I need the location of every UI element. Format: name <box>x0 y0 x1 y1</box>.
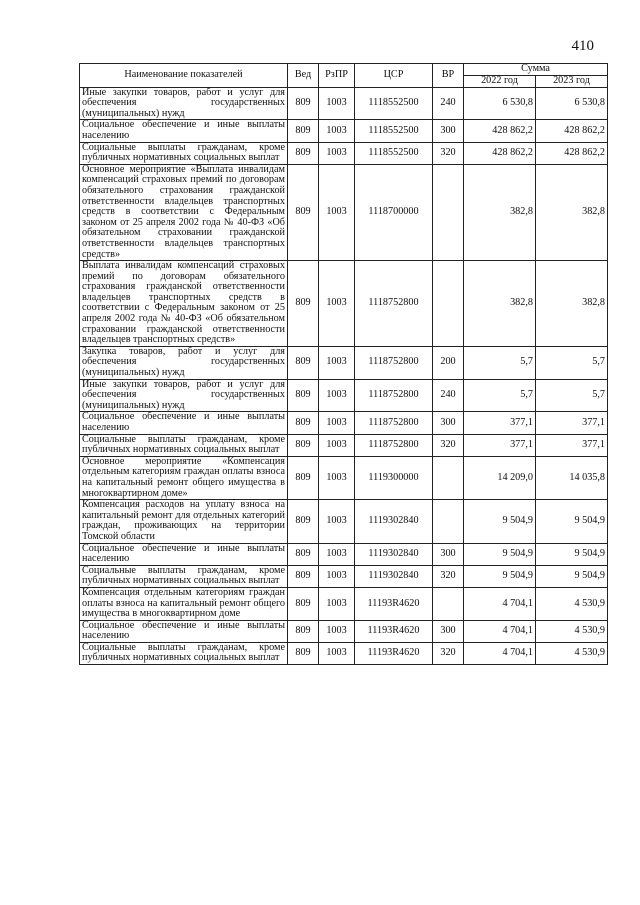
table-row <box>80 87 608 120</box>
cell-csr: 11193R4620 <box>355 620 433 642</box>
cell-name: Социальное обеспечение и иные выплаты населению <box>80 543 288 565</box>
cell-vr: 320 <box>433 642 464 664</box>
cell-csr: 1118752800 <box>355 261 433 347</box>
header-rzpr: РзПР <box>319 64 355 88</box>
cell-rzpr: 1003 <box>319 565 355 587</box>
cell-vr: 300 <box>433 120 464 142</box>
cell-name: Иные закупки товаров, работ и услуг для обеспечения государственных (муниципальных) нужд <box>80 87 288 120</box>
header-2022: 2022 год <box>464 75 536 87</box>
cell-name: Компенсация отдельным категориям граждан оплаты взноса на капитальный ремонт общего имущества в многоквартирном доме <box>80 587 288 620</box>
cell-ved: 809 <box>288 346 319 379</box>
cell-rzpr: 1003 <box>319 346 355 379</box>
cell-vr <box>433 164 464 260</box>
cell-ved: 809 <box>288 500 319 543</box>
table-row <box>80 379 608 412</box>
cell-name: Основное мероприятие «Выплата инвалидам компенсаций страховых премий по договорам обязательного страхования гражданской ответственности владельцев транспортных средств в соответствии с Федеральным законом от 25 апреля 2002 года № 40-ФЗ «Об обязательном страховании гражданской ответственности владельцев транспортных средств» <box>80 164 288 260</box>
table-row <box>80 543 608 565</box>
cell-ved: 809 <box>288 620 319 642</box>
cell-name: Социальное обеспечение и иные выплаты населению <box>80 412 288 434</box>
cell-sum-2023: 6 530,8 <box>536 87 608 120</box>
cell-ved: 809 <box>288 456 319 499</box>
cell-vr: 320 <box>433 142 464 164</box>
cell-name: Социальные выплаты гражданам, кроме публичных нормативных социальных выплат <box>80 434 288 456</box>
cell-name: Социальные выплаты гражданам, кроме публичных нормативных социальных выплат <box>80 642 288 664</box>
cell-ved: 809 <box>288 642 319 664</box>
cell-rzpr: 1003 <box>319 500 355 543</box>
table-row <box>80 120 608 142</box>
table-row <box>80 642 608 664</box>
page-number: 410 <box>571 38 594 54</box>
cell-ved: 809 <box>288 87 319 120</box>
cell-vr: 300 <box>433 543 464 565</box>
cell-name: Закупка товаров, работ и услуг для обеспечения государственных (муниципальных) нужд <box>80 346 288 379</box>
cell-vr: 320 <box>433 565 464 587</box>
table-row <box>80 587 608 620</box>
table-row <box>80 164 608 260</box>
cell-csr: 1119302840 <box>355 543 433 565</box>
cell-vr: 200 <box>433 346 464 379</box>
cell-ved: 809 <box>288 379 319 412</box>
cell-ved: 809 <box>288 565 319 587</box>
header-csr: ЦСР <box>355 64 433 88</box>
cell-csr: 11193R4620 <box>355 642 433 664</box>
cell-rzpr: 1003 <box>319 587 355 620</box>
cell-rzpr: 1003 <box>319 261 355 347</box>
cell-csr: 1118752800 <box>355 379 433 412</box>
cell-csr: 1119300000 <box>355 456 433 499</box>
cell-sum-2022: 9 504,9 <box>464 500 536 543</box>
cell-vr <box>433 261 464 347</box>
header-2023: 2023 год <box>536 75 608 87</box>
cell-sum-2023: 382,8 <box>536 164 608 260</box>
cell-sum-2022: 9 504,9 <box>464 543 536 565</box>
header-vr: ВР <box>433 64 464 88</box>
cell-vr: 320 <box>433 434 464 456</box>
cell-vr: 300 <box>433 620 464 642</box>
cell-sum-2023: 9 504,9 <box>536 543 608 565</box>
cell-ved: 809 <box>288 164 319 260</box>
table-row <box>80 412 608 434</box>
cell-rzpr: 1003 <box>319 620 355 642</box>
cell-ved: 809 <box>288 142 319 164</box>
budget-table <box>79 63 608 665</box>
cell-rzpr: 1003 <box>319 642 355 664</box>
cell-name: Социальное обеспечение и иные выплаты населению <box>80 120 288 142</box>
cell-csr: 1118752800 <box>355 412 433 434</box>
cell-sum-2023: 377,1 <box>536 412 608 434</box>
table-row <box>80 142 608 164</box>
cell-name: Социальное обеспечение и иные выплаты населению <box>80 620 288 642</box>
cell-name: Компенсация расходов на уплату взноса на капитальный ремонт для отдельных категорий граждан, проживающих на территории Томской области <box>80 500 288 543</box>
cell-sum-2023: 382,8 <box>536 261 608 347</box>
cell-sum-2023: 428 862,2 <box>536 142 608 164</box>
cell-sum-2022: 4 704,1 <box>464 620 536 642</box>
cell-sum-2022: 6 530,8 <box>464 87 536 120</box>
cell-csr: 1118752800 <box>355 346 433 379</box>
cell-vr: 240 <box>433 87 464 120</box>
cell-vr <box>433 456 464 499</box>
cell-sum-2023: 4 530,9 <box>536 620 608 642</box>
cell-rzpr: 1003 <box>319 142 355 164</box>
cell-rzpr: 1003 <box>319 164 355 260</box>
cell-sum-2023: 4 530,9 <box>536 642 608 664</box>
cell-csr: 1118552500 <box>355 142 433 164</box>
cell-ved: 809 <box>288 543 319 565</box>
cell-sum-2022: 377,1 <box>464 434 536 456</box>
cell-sum-2023: 5,7 <box>536 346 608 379</box>
cell-rzpr: 1003 <box>319 379 355 412</box>
header-ved: Вед <box>288 64 319 88</box>
cell-ved: 809 <box>288 120 319 142</box>
cell-csr: 11193R4620 <box>355 587 433 620</box>
cell-sum-2022: 428 862,2 <box>464 142 536 164</box>
cell-sum-2022: 9 504,9 <box>464 565 536 587</box>
cell-vr: 240 <box>433 379 464 412</box>
cell-rzpr: 1003 <box>319 456 355 499</box>
table-row <box>80 565 608 587</box>
cell-sum-2023: 377,1 <box>536 434 608 456</box>
cell-rzpr: 1003 <box>319 412 355 434</box>
cell-sum-2023: 14 035,8 <box>536 456 608 499</box>
table-row <box>80 620 608 642</box>
cell-sum-2022: 428 862,2 <box>464 120 536 142</box>
cell-rzpr: 1003 <box>319 543 355 565</box>
cell-sum-2022: 382,8 <box>464 261 536 347</box>
cell-sum-2022: 4 704,1 <box>464 642 536 664</box>
cell-sum-2022: 14 209,0 <box>464 456 536 499</box>
cell-sum-2022: 377,1 <box>464 412 536 434</box>
cell-sum-2023: 9 504,9 <box>536 500 608 543</box>
cell-ved: 809 <box>288 587 319 620</box>
cell-ved: 809 <box>288 412 319 434</box>
cell-rzpr: 1003 <box>319 120 355 142</box>
table-row <box>80 346 608 379</box>
header-sum: Сумма <box>464 64 608 76</box>
cell-name: Социальные выплаты гражданам, кроме публичных нормативных социальных выплат <box>80 142 288 164</box>
cell-vr <box>433 587 464 620</box>
cell-sum-2023: 428 862,2 <box>536 120 608 142</box>
cell-csr: 1118552500 <box>355 120 433 142</box>
cell-sum-2022: 5,7 <box>464 346 536 379</box>
cell-sum-2023: 9 504,9 <box>536 565 608 587</box>
cell-sum-2022: 382,8 <box>464 164 536 260</box>
table-row <box>80 456 608 499</box>
cell-rzpr: 1003 <box>319 434 355 456</box>
cell-rzpr: 1003 <box>319 87 355 120</box>
cell-csr: 1119302840 <box>355 565 433 587</box>
table-row <box>80 434 608 456</box>
cell-sum-2023: 4 530,9 <box>536 587 608 620</box>
table-row <box>80 261 608 347</box>
cell-name: Социальные выплаты гражданам, кроме публичных нормативных социальных выплат <box>80 565 288 587</box>
cell-sum-2023: 5,7 <box>536 379 608 412</box>
cell-name: Иные закупки товаров, работ и услуг для обеспечения государственных (муниципальных) нужд <box>80 379 288 412</box>
cell-csr: 1118700000 <box>355 164 433 260</box>
cell-ved: 809 <box>288 434 319 456</box>
cell-csr: 1118552500 <box>355 87 433 120</box>
cell-csr: 1118752800 <box>355 434 433 456</box>
table-row <box>80 500 608 543</box>
header-name: Наименование показателей <box>80 64 288 88</box>
cell-sum-2022: 5,7 <box>464 379 536 412</box>
cell-name: Основное мероприятие «Компенсация отдельным категориям граждан оплаты взноса на капитальный ремонт общего имущества в многоквартирном доме» <box>80 456 288 499</box>
cell-ved: 809 <box>288 261 319 347</box>
cell-csr: 1119302840 <box>355 500 433 543</box>
cell-vr: 300 <box>433 412 464 434</box>
cell-sum-2022: 4 704,1 <box>464 587 536 620</box>
cell-vr <box>433 500 464 543</box>
cell-name: Выплата инвалидам компенсаций страховых премий по договорам обязательного страхования гражданской ответственности владельцев транспортных средств в соответствии с Федеральным законом от 25 апреля 2002 года № 40-ФЗ «Об обязательном страховании гражданской ответственности владельцев транспортных средств» <box>80 261 288 347</box>
